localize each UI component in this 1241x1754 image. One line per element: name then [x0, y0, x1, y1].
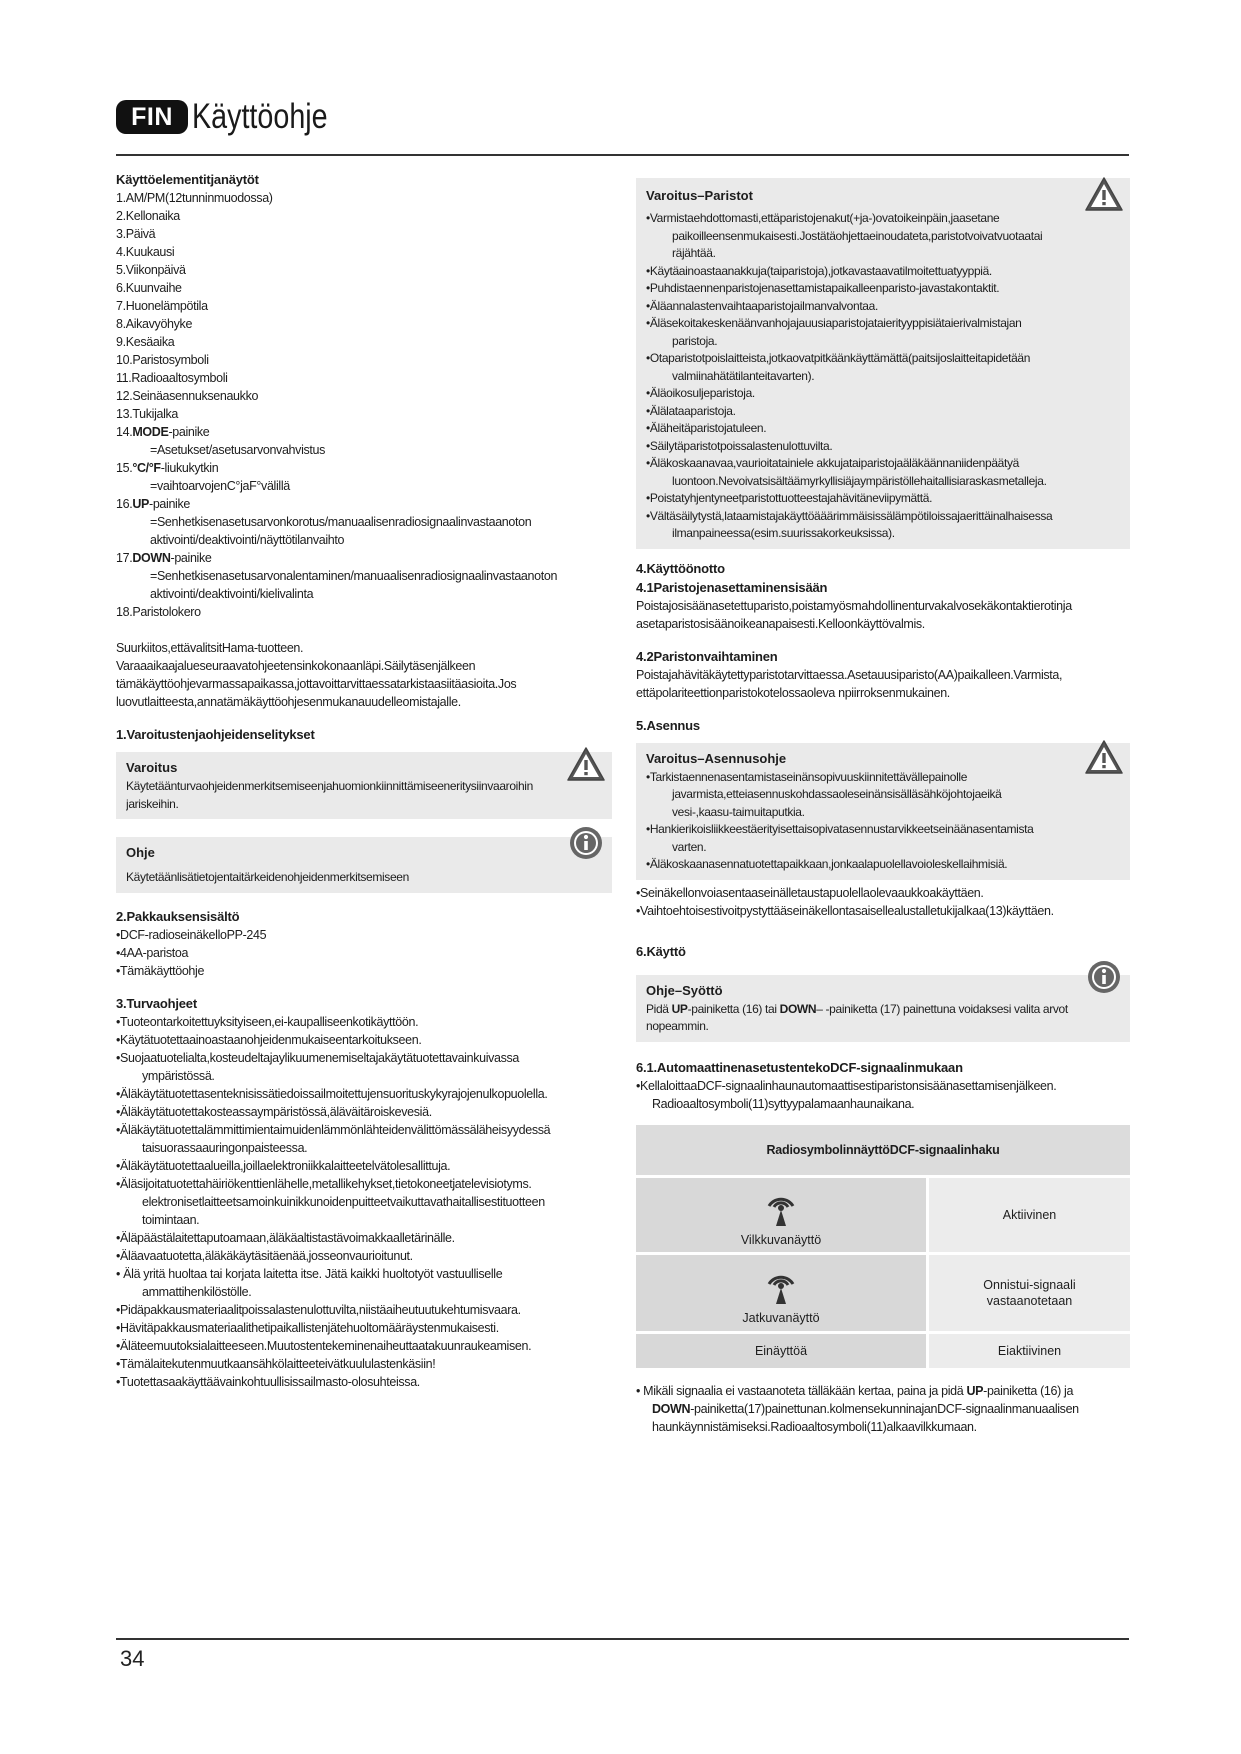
package-item: •DCF-radioseinäkelloPP-245 [116, 927, 267, 942]
battery-warning-item: •Poistatyhjentyneetparistottuotteestajahävitäneviipymättä. [646, 491, 933, 505]
battery-warning-item: •Äläkoskaanavaa,vaurioitatainiele akkujataiparistojaäläkäännaniidenpäätyä [646, 456, 1019, 470]
section-4-heading: 4.Käyttöönotto [636, 560, 725, 576]
battery-warning-list [646, 210, 1122, 543]
controls-heading: Käyttöelementitjanäytöt [116, 172, 259, 187]
input-note-text: nopeammin. [646, 1019, 709, 1033]
control-desc-16b: aktivointi/deaktivointi/näyttötilanvaihto [150, 533, 345, 547]
manual-search-text: • Mikäli signaalia ei vastaanoteta tälläkään kertaa, paina ja pidä UP-painiketta (16) ja [636, 1383, 1074, 1398]
input-note-text: Pidä UP-painiketta (16) tai DOWN– -painiketta (17) painettuna voidaksesi valita arvot [646, 1001, 1068, 1016]
safety-item: •Pidäpakkausmateriaalitpoissalastenulottuvilta,niistäaiheutuutukehtumisvaara. [116, 1302, 521, 1317]
warning-text: Käytetäänturvaohjeidenmerkitsemiseenjahuomionkiinnittämiseeneritysiinvaaroihin [126, 779, 533, 793]
control-item-16: 16.UP-painike [116, 497, 190, 511]
battery-warning-item: •Äläannalastenvaihtaaparistojailmanvalvontaa. [646, 298, 878, 313]
battery-warning-item: •Äläoikosuljeparistoja. [646, 386, 755, 400]
battery-warning-item: valmiinahätätilanteitavarten). [672, 368, 815, 383]
control-item: 6.Kuunvaihe [116, 281, 182, 295]
input-note-title: Ohje–Syöttö [646, 982, 723, 998]
left-column [116, 170, 612, 1391]
note-text: Käytetäänlisätietojentaitärkeidenohjeidenmerkitsemiseen [126, 870, 409, 884]
battery-warning-item: paristoja. [672, 333, 718, 348]
radio-antenna-icon [761, 1266, 801, 1310]
warning-triangle-icon [1084, 176, 1124, 212]
mounting-warning-title: Varoitus–Asennusohje [646, 750, 787, 766]
warning-box [116, 752, 612, 819]
safety-item: •Äläteemuutoksialaitteeseen.Muutostentekeminenaiheuttaatakuunraukeamisen. [116, 1338, 532, 1353]
safety-item: •Äläkäytätuotettalämmittimientaimuidenlämmönlähteidenvälittömässäläheisyydessä [116, 1122, 551, 1137]
warning-title: Varoitus [126, 760, 178, 775]
battery-warning-item: •Äläheitäparistojatuleen. [646, 421, 767, 435]
control-item: 7.Huonelämpötila [116, 299, 208, 313]
battery-warning-item: •Säilytäparistotpoissalastenulottuvilta. [646, 438, 833, 453]
safety-item: toimintaan. [142, 1212, 200, 1227]
control-desc-17a: =Senhetkisenasetusarvonalentaminen/manuaalisenradiosignaalinvastaanoton [150, 569, 558, 583]
mounting-warning-item: vesi-,kaasu-taimuitaputkia. [672, 804, 805, 819]
control-item: 5.Viikonpäivä [116, 263, 186, 277]
header-divider [116, 154, 1129, 156]
control-item: 1.AM/PM(12tunninmuodossa) [116, 191, 273, 205]
control-item-17: 17.DOWN-painike [116, 551, 212, 565]
mounting-notes [636, 884, 1130, 920]
safety-item: •Hävitäpakkausmateriaalithetipaikallistenjätehuoltomääräystenmukaisesti. [116, 1320, 499, 1335]
intro-line: tämäkäyttöohjevarmassapaikassa,jottavoittarvittaessatarkistaasiitäasioita.Jos [116, 677, 517, 691]
signal-row-none: Einäyttöä [636, 1331, 929, 1368]
safety-item: • Älä yritä huoltaa tai korjata laitetta itse. Jätä kaikki huoltotyöt vastuulliselle [116, 1266, 503, 1281]
section-6-heading: 6.Käyttö [636, 943, 686, 959]
section-6-1-heading: 6.1.AutomaattinenasetustentekoDCF-signaalinmukaan [636, 1059, 963, 1075]
intro-line: Varaaaikaajalueseuraavatohjeetensinkokonaanläpi.Säilytäsenjälkeen [116, 659, 476, 673]
page-title: Käyttöohje [192, 97, 328, 136]
package-item: •Tämäkäyttöohje [116, 963, 205, 978]
safety-item: taisuorassaauringonpaisteessa. [142, 1140, 308, 1155]
safety-item: •Äläsijoitatuotettahäiriökenttienlähelle,metallikehykset,tietokoneetjatelevisiotyms. [116, 1176, 532, 1191]
control-item: 2.Kellonaika [116, 209, 180, 223]
battery-warning-item: •Vältäsäilytystä,lataamistajakäyttöääärimmäisissälämpötiloissajaerittäinalhaisessa [646, 508, 1053, 523]
mounting-warning-item: •Hankierikoisliikkeestäerityisettaisopivatasennustarvikkeetseinäänasentamista [646, 822, 1034, 836]
section-4-2-heading: 4.2Paristonvaihtaminen [636, 648, 778, 664]
page-header [116, 92, 1129, 156]
control-item: 9.Kesäaika [116, 335, 175, 349]
signal-status: Onnistui-signaali vastaanotetaan [929, 1252, 1130, 1331]
battery-warning-item: •Älälataaparistoja. [646, 403, 736, 418]
battery-warning-box [636, 178, 1130, 549]
safety-item: •Tämälaitekutenmuutkaansähkölaitteeteivätkuululastenkäsiin! [116, 1356, 436, 1371]
info-icon [566, 825, 606, 861]
warning-text: jariskeihin. [126, 796, 179, 811]
section-6-1-text: Radioaaltosymboli(11)syttyypalamaanhaunaikana. [652, 1096, 915, 1111]
section-5-heading: 5.Asennus [636, 717, 700, 733]
mounting-warning-list [646, 769, 1122, 874]
package-item: •4AA-paristoa [116, 945, 189, 960]
safety-item: •Käytätuotettaainoastaanohjeidenmukaiseentarkoitukseen. [116, 1032, 422, 1047]
controls-list [116, 189, 612, 423]
section-3-heading: 3.Turvaohjeet [116, 995, 197, 1011]
page-number: 34 [120, 1646, 145, 1671]
section-6-1-text: •KellaloittaaDCF-signaalinhaunautomaattisestiparistonsisäänasettamisenjälkeen. [636, 1078, 1057, 1093]
input-note-box [636, 975, 1130, 1042]
note-box [116, 837, 612, 893]
safety-item: ympäristössä. [142, 1068, 215, 1083]
control-item: 13.Tukijalka [116, 407, 179, 421]
mounting-warning-item: javarmista,etteiasennuskohdassaoleseinänsisälläsähköjohtojaeikä [672, 787, 1002, 801]
package-list [116, 926, 612, 980]
battery-warning-item: luontoon.Nevoivatsisältäämyrkyllisiäjaympäristöllehaitallisiaraskasmetalleja. [672, 473, 1047, 488]
safety-item: elektronisetlaitteetsamoinkuinikkunoidenpuitteetvaikuttavathaitallisestituotteen [142, 1194, 545, 1209]
mounting-note: •Seinäkellonvoiasentaaseinälletaustapuolellaolevaaukkoakäyttäen. [636, 885, 984, 900]
signal-row-blinking: Vilkkuvanäyttö [636, 1175, 929, 1252]
section-4-2-text: Poistajahävitäkäytettyparistotarvittaessa.Asetauusiparisto(AA)paikalleen.Varmista, [636, 667, 1063, 682]
mounting-warning-item: •Äläkoskaanasennatuotettapaikkaan,jonkaalapuolellavoioleskellaihmisiä. [646, 857, 1008, 871]
note-title: Ohje [126, 845, 155, 860]
section-4-1-text: Poistajosisäänasetettuparisto,poistamyösmahdollinenturvakalvosekäkontaktierotinja [636, 598, 1072, 613]
control-item-18: 18.Paristolokero [116, 605, 201, 619]
control-item-15: 15.°C/°F-liukukytkin [116, 461, 219, 475]
section-4-1-heading: 4.1Paristojenasettaminensisään [636, 579, 828, 595]
section-4-1-text: asetaparistosisäänoikeanapaisesti.Kelloonkäyttövalmis. [636, 616, 925, 631]
warning-triangle-icon [1084, 739, 1124, 775]
control-desc-16a: =Senhetkisenasetusarvonkorotus/manuaalisenradiosignaalinvastaanoton [150, 515, 532, 529]
section-4-2-text: ettäpolariteettionparistokotelossaoleva npiirroksenmukainen. [636, 685, 950, 700]
battery-warning-item: •Äläsekoitakeskenäänvanhojajauusiaparistojataierityyppisiätaierivalmistajan [646, 316, 1022, 330]
signal-table [636, 1125, 1130, 1368]
safety-list [116, 1013, 612, 1391]
battery-warning-item: ilmanpaineessa(esim.suurissakorkeuksissa). [672, 526, 895, 540]
battery-warning-item: •Puhdistaennenparistojenasettamistapaikalleenparisto-javastakontaktit. [646, 281, 1000, 295]
control-item: 11.Radioaaltosymboli [116, 371, 228, 385]
control-item: 12.Seinäasennuksenaukko [116, 389, 259, 403]
safety-item: •Äläkäytätuotettasenteknisissätiedoissailmoitettujensuorituskykyrajojenulkopuolella. [116, 1086, 548, 1101]
signal-table-header: RadiosymbolinnäyttöDCF-signaalinhaku [636, 1125, 1130, 1175]
control-item: 8.Aikavyöhyke [116, 317, 193, 331]
signal-status: Eiaktiivinen [929, 1331, 1130, 1368]
signal-row-continuous: Jatkuvanäyttö [636, 1252, 929, 1331]
battery-warning-item: räjähtää. [672, 246, 716, 260]
warning-triangle-icon [566, 746, 606, 782]
battery-warning-item: paikoilleensenmukaisesti.Jostätäohjettaeinoudateta,paristotvoivatvuotaatai [672, 228, 1043, 243]
control-desc-17b: aktivointi/deaktivointi/kielivalinta [150, 587, 314, 601]
safety-item: •Suojaatuotelialta,kosteudeltajaylikuumenemiseltajakäytätuotettavainkuivassa [116, 1050, 520, 1065]
safety-item: •Äläkäytätuotettaalueilla,joillaelektroniikkalaitteetelvätolesallittuja. [116, 1158, 451, 1173]
control-item-14: 14.MODE-painike [116, 425, 210, 439]
language-badge: FIN [116, 100, 188, 134]
intro-line: luovutlaitteesta,annatämäkäyttöohjesenmukanauudelleomistajalle. [116, 695, 461, 709]
control-item: 10.Paristosymboli [116, 353, 209, 367]
control-desc-15: =vaihtoarvojenC°jaF°välillä [150, 479, 290, 493]
section-1-heading: 1.Varoitustenjaohjeidenselitykset [116, 727, 315, 742]
right-column [636, 170, 1130, 1436]
signal-status: Aktiivinen [929, 1175, 1130, 1252]
battery-warning-item: •Varmistaehdottomasti,ettäparistojenakut(+ja-)ovatoikeinpäin,jaasetane [646, 211, 1000, 225]
intro-line: Suurkiitos,ettävalitsitHama-tuotteen. [116, 641, 304, 655]
safety-item: •Äläpäästälaitettaputoamaan,äläkäaltistastävoimakkaalletärinälle. [116, 1230, 455, 1245]
mounting-warning-item: varten. [672, 839, 707, 854]
safety-item: •Tuotettasaakäyttäävainkohtuullisissailmasto-olosuhteissa. [116, 1374, 420, 1389]
battery-warning-item: •Otaparistotpoislaitteista,jotkaovatpitkäänkäyttämättä(paitsijoslaitteitapidetään [646, 351, 1031, 365]
battery-warning-title: Varoitus–Paristot [646, 188, 753, 203]
safety-item: ammattihenkilöstölle. [142, 1284, 252, 1299]
info-icon [1084, 959, 1124, 995]
control-item: 4.Kuukausi [116, 245, 175, 259]
section-2-heading: 2.Pakkauksensisältö [116, 908, 240, 924]
footer-divider [116, 1638, 1129, 1640]
mounting-warning-box [636, 743, 1130, 880]
manual-search-text: DOWN-painiketta(17)painettunan.kolmensekunninajanDCF-signaalinmanuaalisen [652, 1401, 1079, 1416]
radio-antenna-icon [761, 1188, 801, 1232]
safety-item: •Äläavaatuotetta,äläkäkäytäsitäenää,josseonvaurioitunut. [116, 1248, 413, 1263]
control-desc-14: =Asetukset/asetusarvonvahvistus [150, 443, 326, 457]
safety-item: •Tuoteontarkoitettuyksityiseen,ei-kaupalliseenkotikäyttöön. [116, 1014, 419, 1029]
battery-warning-item: •Käytäainoastaanakkuja(taiparistoja),jotkavastaavatilmoitettuatyyppiä. [646, 263, 992, 278]
manual-search-text: haunkäynnistämiseksi.Radioaaltosymboli(11)alkaavilkkumaan. [652, 1419, 977, 1434]
mounting-warning-item: •Tarkistaennenasentamistaseinänsopivuuskiinnitettävällepainolle [646, 769, 968, 784]
control-item: 3.Päivä [116, 227, 156, 241]
safety-item: •Äläkäytätuotettakosteassaympäristössä,äläväitäroiskevesiä. [116, 1104, 432, 1119]
mounting-note: •Vaihtoehtoisestivoitpystyttääseinäkellontasaisellealustalletukijalkaa(13)käyttäen. [636, 903, 1054, 918]
